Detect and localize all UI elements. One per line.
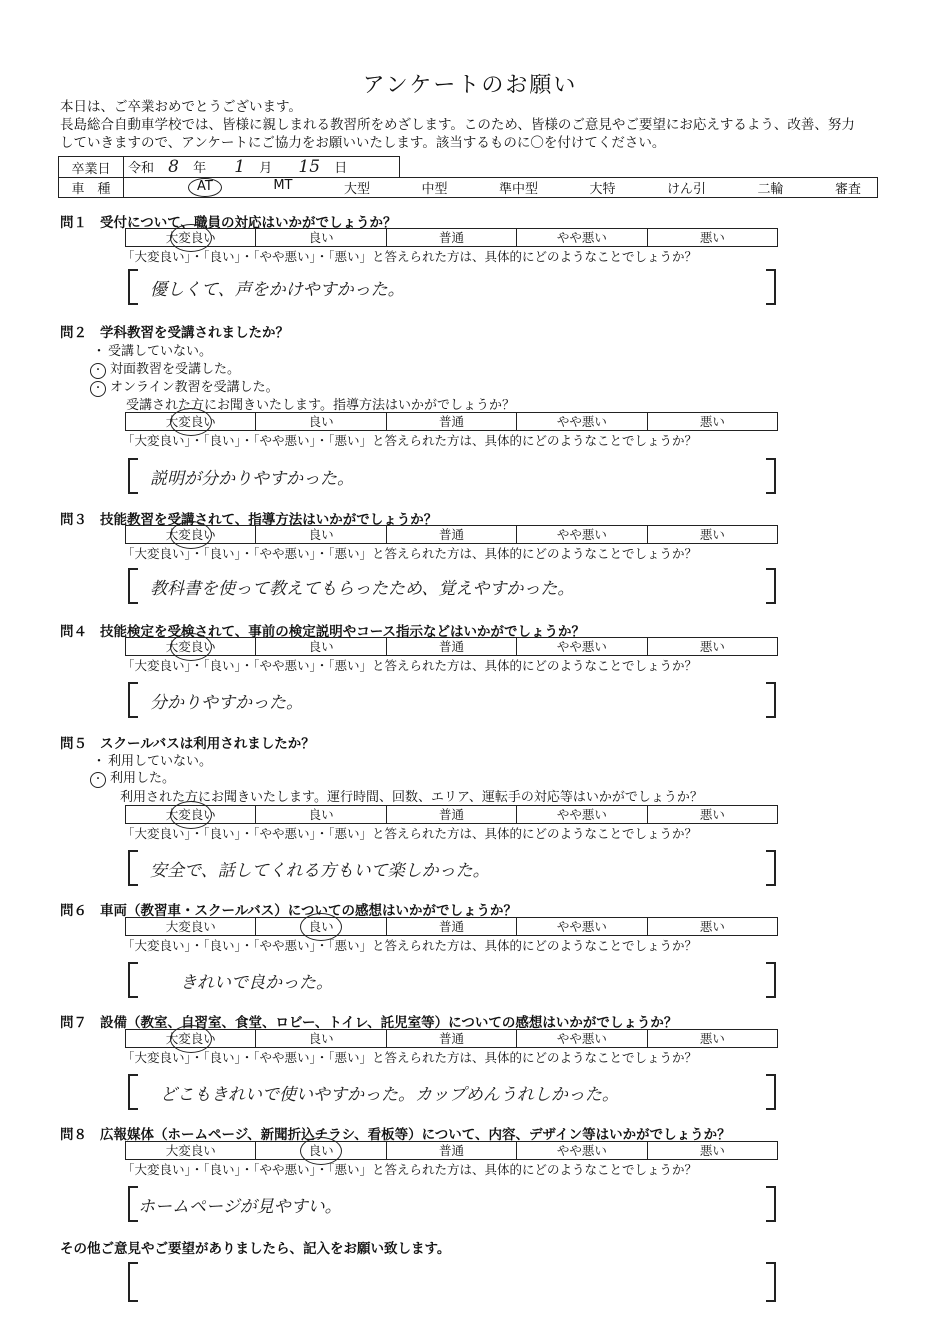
answer-text: ホームページが見やすい。 <box>138 1197 342 1217</box>
answer-text: 分かりやすかった。 <box>150 693 303 713</box>
answer-box-q1[interactable] <box>128 269 776 305</box>
answer-text: きれいで良かった。 <box>180 973 333 993</box>
subquestion-q2: 受講された方にお聞きいたします。指導方法はいかがでしょうか？ <box>126 398 515 413</box>
era: 令和 <box>128 161 155 176</box>
rating-excellent[interactable]: 大変良い <box>126 1030 256 1047</box>
type-option-mt[interactable]: MT <box>273 178 293 193</box>
question-8: 問８ 広報媒体（ホームページ、新聞折込チラシ、看板等）について、内容、デザイン等はいかがでしょうか？ <box>60 1127 731 1143</box>
option-used[interactable]: ・ 利用した。 <box>90 767 175 788</box>
day-value: 15 <box>298 157 321 177</box>
answer-text: 教科書を使って教えてもらったため、覚えやすかった。 <box>150 579 575 599</box>
followup-prompt: 「大変良い」・「良い」・「やや悪い」・「悪い」と答えられた方は、具体的にどのようなことでしょうか？ <box>122 826 698 841</box>
answer-box-q5[interactable] <box>128 850 776 886</box>
question-7: 問７ 設備（教室、自習室、食堂、ロビー、トイレ、託児室等）についての感想はいかがでしょうか？ <box>60 1015 678 1031</box>
rating-somewhat-bad[interactable]: やや悪い <box>517 1030 647 1047</box>
rating-somewhat-bad[interactable]: やや悪い <box>517 526 647 543</box>
followup-prompt: 「大変良い」・「良い」・「やや悪い」・「悪い」と答えられた方は、具体的にどのようなことでしょうか？ <box>122 249 698 264</box>
type-option-exam[interactable]: 審査 <box>834 182 861 197</box>
type-option-at[interactable]: AT <box>188 178 222 197</box>
rating-somewhat-bad[interactable]: やや悪い <box>517 229 647 246</box>
rating-average[interactable]: 普通 <box>387 1030 517 1047</box>
rating-average[interactable]: 普通 <box>387 918 517 935</box>
rating-somewhat-bad[interactable]: やや悪い <box>517 918 647 935</box>
other-comments-title: その他ご意見やご要望がありましたら、記入をお願い致します。 <box>60 1241 451 1257</box>
rating-bad[interactable]: 悪い <box>699 230 725 245</box>
day-unit: 日 <box>334 161 348 176</box>
rating-good[interactable]: 良い <box>256 918 386 935</box>
rating-good[interactable]: 良い <box>256 806 386 823</box>
rating-scale-q4 <box>125 637 778 656</box>
question-6: 問６ 車両（教習車・スクールバス）についての感想はいかがでしょうか？ <box>60 903 518 919</box>
answer-box-other[interactable] <box>128 1262 776 1302</box>
rating-scale-q6 <box>125 917 778 936</box>
intro-line: していきますので、アンケートにご協力をお願いいたします。該当するものに〇を付けてください。 <box>60 135 666 151</box>
followup-prompt: 「大変良い」・「良い」・「やや悪い」・「悪い」と答えられた方は、具体的にどのようなことでしょうか？ <box>122 658 698 673</box>
option-not-used[interactable]: ・ 利用していない。 <box>92 754 213 769</box>
rating-somewhat-bad[interactable]: やや悪い <box>517 413 647 430</box>
intro-text <box>60 98 880 152</box>
rating-excellent[interactable]: 大変良い <box>126 918 256 935</box>
rating-good[interactable]: 良い <box>256 638 386 655</box>
rating-bad[interactable]: 悪い <box>699 527 725 542</box>
answer-box-q8[interactable] <box>128 1186 776 1222</box>
type-option-special[interactable]: 大特 <box>589 182 616 197</box>
rating-scale-q1 <box>125 228 778 247</box>
followup-prompt: 「大変良い」・「良い」・「やや悪い」・「悪い」と答えられた方は、具体的にどのようなことでしょうか？ <box>122 938 698 953</box>
answer-text: どこもきれいで使いやすかった。カップめんうれしかった。 <box>160 1085 619 1105</box>
year-unit: 年 <box>193 161 207 176</box>
type-option-medium[interactable]: 中型 <box>421 182 448 197</box>
rating-excellent[interactable]: 大変良い <box>126 1142 256 1159</box>
rating-somewhat-bad[interactable]: やや悪い <box>517 806 647 823</box>
option-not-attended[interactable]: ・ 受講していない。 <box>92 344 213 359</box>
question-1: 問１ 受付について、職員の対応はいかがでしょうか？ <box>60 215 397 231</box>
type-option-large[interactable]: 大型 <box>343 182 370 197</box>
answer-box-q6[interactable] <box>128 962 776 998</box>
header-table <box>58 156 878 198</box>
rating-somewhat-bad[interactable]: やや悪い <box>517 1142 647 1159</box>
followup-prompt: 「大変良い」・「良い」・「やや悪い」・「悪い」と答えられた方は、具体的にどのようなことでしょうか？ <box>122 1050 698 1065</box>
rating-average[interactable]: 普通 <box>387 229 517 246</box>
rating-average[interactable]: 普通 <box>387 1142 517 1159</box>
rating-somewhat-bad[interactable]: やや悪い <box>517 638 647 655</box>
rating-average[interactable]: 普通 <box>387 806 517 823</box>
rating-bad[interactable]: 悪い <box>699 807 725 822</box>
subquestion-q5: 利用された方にお聞きいたします。運行時間、回数、エリア、運転手の対応等はいかがでしょうか？ <box>120 790 703 805</box>
rating-bad[interactable]: 悪い <box>699 1031 725 1046</box>
type-option-tow[interactable]: けん引 <box>666 182 706 197</box>
intro-line: 長島総合自動車学校では、皆様に親しまれる教習所をめざします。このため、皆様のご意見やご要望にお応えするよう、改善、努力 <box>60 117 855 133</box>
rating-average[interactable]: 普通 <box>387 526 517 543</box>
month-unit: 月 <box>259 161 273 176</box>
rating-good[interactable]: 良い <box>256 1030 386 1047</box>
rating-excellent[interactable]: 大変良い <box>126 638 256 655</box>
answer-box-q2[interactable] <box>128 458 776 494</box>
rating-bad[interactable]: 悪い <box>699 1143 725 1158</box>
rating-scale-q7 <box>125 1029 778 1048</box>
rating-scale-q2 <box>125 412 778 431</box>
rating-bad[interactable]: 悪い <box>699 414 725 429</box>
rating-average[interactable]: 普通 <box>387 413 517 430</box>
answer-box-q3[interactable] <box>128 568 776 604</box>
answer-text: 安全で、話してくれる方もいて楽しかった。 <box>150 861 490 881</box>
answer-text: 説明が分かりやすかった。 <box>150 469 354 489</box>
page-title: アンケートのお願い <box>362 73 578 98</box>
rating-good[interactable]: 良い <box>256 1142 386 1159</box>
rating-scale-q8 <box>125 1141 778 1160</box>
vehicle-type-label: 車 種 <box>59 178 124 198</box>
option-online[interactable]: ・ オンライン教習を受講した。 <box>90 376 279 397</box>
rating-bad[interactable]: 悪い <box>699 919 725 934</box>
followup-prompt: 「大変良い」・「良い」・「やや悪い」・「悪い」と答えられた方は、具体的にどのようなことでしょうか？ <box>122 546 698 561</box>
rating-good[interactable]: 良い <box>256 229 386 246</box>
rating-good[interactable]: 良い <box>256 413 386 430</box>
answer-box-q7[interactable] <box>128 1074 776 1110</box>
answer-text: 優しくて、声をかけやすかった。 <box>150 280 405 300</box>
rating-good[interactable]: 良い <box>256 526 386 543</box>
followup-prompt: 「大変良い」・「良い」・「やや悪い」・「悪い」と答えられた方は、具体的にどのようなことでしょうか？ <box>122 433 698 448</box>
question-3: 問３ 技能教習を受講されて、指導方法はいかがでしょうか？ <box>60 512 438 528</box>
rating-average[interactable]: 普通 <box>387 638 517 655</box>
type-option-semi-medium[interactable]: 準中型 <box>498 182 538 197</box>
rating-excellent[interactable]: 大変良い <box>126 806 256 823</box>
grad-date-field[interactable] <box>124 157 400 178</box>
question-2: 問２ 学科教習を受講されましたか？ <box>60 325 289 341</box>
vehicle-type-options <box>124 178 878 198</box>
rating-excellent[interactable]: 大変良い <box>126 229 256 246</box>
answer-box-q4[interactable] <box>128 682 776 718</box>
option-in-person[interactable]: ・ 対面教習を受講した。 <box>90 358 240 379</box>
rating-scale-q3 <box>125 525 778 544</box>
followup-prompt: 「大変良い」・「良い」・「やや悪い」・「悪い」と答えられた方は、具体的にどのようなことでしょうか？ <box>122 1162 698 1177</box>
grad-date-label: 卒業日 <box>59 157 124 178</box>
rating-excellent[interactable]: 大変良い <box>126 526 256 543</box>
intro-line: 本日は、ご卒業おめでとうございます。 <box>60 99 302 115</box>
month-value: 1 <box>234 157 246 177</box>
year-value: 8 <box>168 157 179 177</box>
rating-bad[interactable]: 悪い <box>699 639 725 654</box>
rating-excellent[interactable]: 大変良い <box>126 413 256 430</box>
rating-scale-q5 <box>125 805 778 824</box>
type-option-motorcycle[interactable]: 二輪 <box>757 182 784 197</box>
question-4: 問４ 技能検定を受検されて、事前の検定説明やコース指示などはいかがでしょうか？ <box>60 624 586 640</box>
question-5: 問５ スクールバスは利用されましたか？ <box>60 736 315 752</box>
